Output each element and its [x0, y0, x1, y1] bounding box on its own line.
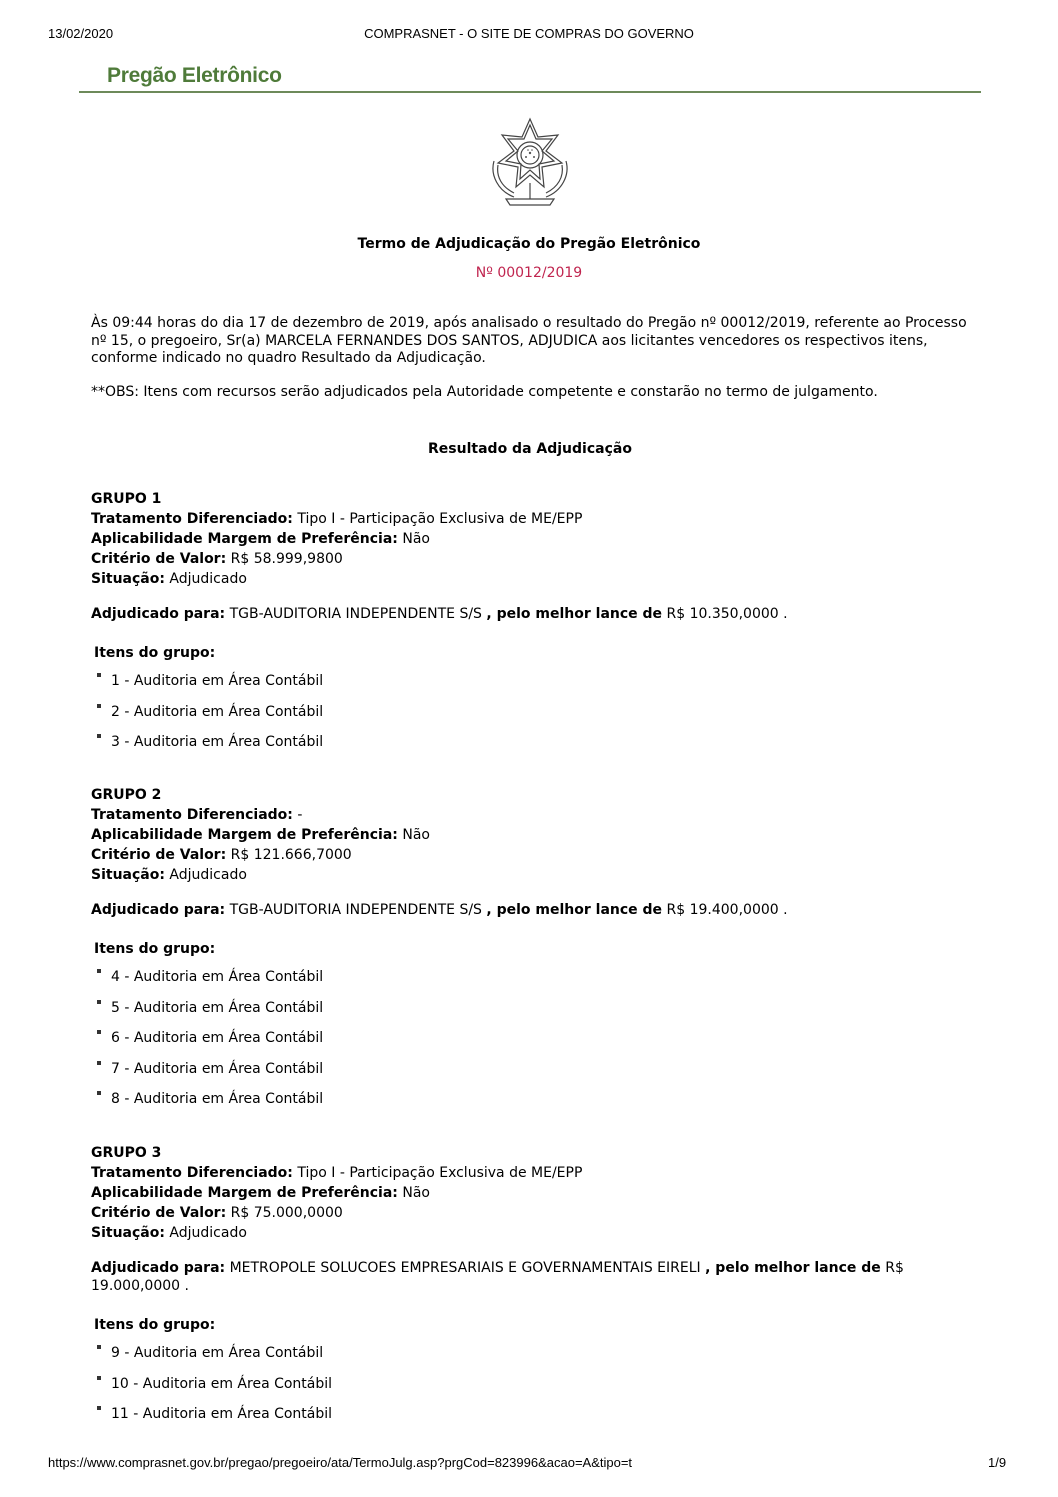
tratamento-value: Tipo I - Participação Exclusiva de ME/EPP — [297, 511, 583, 527]
bid-value: R$ 19.400,0000 . — [666, 902, 788, 918]
aplicabilidade-value: Não — [402, 827, 430, 843]
criterio-line: Critério de Valor: R$ 121.666,7000 — [91, 847, 352, 863]
aplicabilidade-value: Não — [402, 531, 430, 547]
items-list — [91, 671, 981, 763]
bullet-icon — [97, 1376, 101, 1380]
award-line: Adjudicado para: TGB-AUDITORIA INDEPENDENTE S/S , pelo melhor lance de R$ 10.350,0000 . — [91, 606, 788, 622]
criterio-line: Critério de Valor: R$ 75.000,0000 — [91, 1205, 343, 1221]
document-title: Termo de Adjudicação do Pregão Eletrônico — [357, 236, 701, 252]
list-item: 3 - Auditoria em Área Contábil — [91, 732, 981, 763]
print-date: 13/02/2020 — [48, 26, 114, 41]
aplicabilidade-line: Aplicabilidade Margem de Preferência: Não — [91, 827, 430, 843]
situacao-value: Adjudicado — [169, 571, 247, 587]
list-item: 9 - Auditoria em Área Contábil — [91, 1343, 981, 1374]
supplier-name: TGB-AUDITORIA INDEPENDENTE S/S — [229, 902, 482, 918]
items-title: Itens do grupo: — [94, 645, 216, 661]
situacao-line: Situação: Adjudicado — [91, 867, 247, 883]
situacao-value: Adjudicado — [169, 867, 247, 883]
list-item: 11 - Auditoria em Área Contábil — [91, 1404, 981, 1435]
items-list — [91, 1343, 981, 1435]
bullet-icon — [97, 969, 101, 973]
situacao-line: Situação: Adjudicado — [91, 571, 247, 587]
group-1 — [91, 489, 981, 763]
result-title: Resultado da Adjudicação — [428, 441, 632, 457]
group-3 — [91, 1143, 981, 1435]
bullet-icon — [97, 1406, 101, 1410]
bullet-icon — [97, 1345, 101, 1349]
bullet-icon — [97, 704, 101, 708]
list-item: 6 - Auditoria em Área Contábil — [91, 1028, 981, 1059]
list-item: 7 - Auditoria em Área Contábil — [91, 1059, 981, 1090]
document-number: Nº 00012/2019 — [475, 265, 583, 281]
bullet-icon — [97, 734, 101, 738]
items-title: Itens do grupo: — [94, 941, 216, 957]
list-item: 2 - Auditoria em Área Contábil — [91, 702, 981, 733]
bullet-icon — [97, 1091, 101, 1095]
tratamento-value: - — [297, 807, 303, 823]
tratamento-line: Tratamento Diferenciado: Tipo I - Participação Exclusiva de ME/EPP — [91, 511, 583, 527]
list-item: 1 - Auditoria em Área Contábil — [91, 671, 981, 702]
bullet-icon — [97, 1061, 101, 1065]
page-number: 1/9 — [988, 1455, 1007, 1470]
aplicabilidade-line: Aplicabilidade Margem de Preferência: Não — [91, 531, 430, 547]
items-title: Itens do grupo: — [94, 1317, 216, 1333]
situacao-value: Adjudicado — [169, 1225, 247, 1241]
intro-paragraph: Às 09:44 horas do dia 17 de dezembro de 2019, após analisado o resultado do Pregão nº 00012/2019, referente ao Processo nº 15, o pregoeiro, Sr(a) MARCELA FERNANDES DOS SANTOS, ADJUDICA aos licitantes vencedores os respectivos itens, conforme indicado no quadro Resultado da Adjudicação. — [91, 315, 967, 366]
tratamento-line: Tratamento Diferenciado: - — [91, 807, 303, 823]
bid-value: R$ 19.000,0000 . — [91, 1260, 904, 1294]
group-title: GRUPO 3 — [91, 1145, 162, 1161]
tratamento-line: Tratamento Diferenciado: Tipo I - Participação Exclusiva de ME/EPP — [91, 1165, 583, 1181]
bullet-icon — [97, 1000, 101, 1004]
supplier-name: METROPOLE SOLUCOES EMPRESARIAIS E GOVERNAMENTAIS EIRELI — [229, 1260, 701, 1276]
criterio-value: R$ 121.666,7000 — [230, 847, 352, 863]
list-item: 10 - Auditoria em Área Contábil — [91, 1374, 981, 1405]
bullet-icon — [97, 1030, 101, 1034]
tratamento-value: Tipo I - Participação Exclusiva de ME/EPP — [297, 1165, 583, 1181]
group-title: GRUPO 1 — [91, 491, 162, 507]
award-line: Adjudicado para: TGB-AUDITORIA INDEPENDENTE S/S , pelo melhor lance de R$ 19.400,0000 . — [91, 902, 788, 918]
group-title: GRUPO 2 — [91, 787, 162, 803]
print-site-title: COMPRASNET - O SITE DE COMPRAS DO GOVERNO — [364, 26, 694, 41]
list-item: 5 - Auditoria em Área Contábil — [91, 998, 981, 1029]
bid-value: R$ 10.350,0000 . — [666, 606, 788, 622]
situacao-line: Situação: Adjudicado — [91, 1225, 247, 1241]
award-line: Adjudicado para: METROPOLE SOLUCOES EMPRESARIAIS E GOVERNAMENTAIS EIRELI , pelo melhor lance de R$ 19.000,0000 . — [91, 1260, 904, 1294]
aplicabilidade-value: Não — [402, 1185, 430, 1201]
supplier-name: TGB-AUDITORIA INDEPENDENTE S/S — [229, 606, 482, 622]
page-heading: Pregão Eletrônico — [107, 64, 282, 87]
bullet-icon — [97, 673, 101, 677]
heading-divider — [79, 91, 981, 93]
criterio-value: R$ 58.999,9800 — [230, 551, 343, 567]
criterio-line: Critério de Valor: R$ 58.999,9800 — [91, 551, 343, 567]
list-item: 8 - Auditoria em Área Contábil — [91, 1089, 981, 1120]
print-header — [0, 26, 1058, 44]
items-list — [91, 967, 981, 1120]
criterio-value: R$ 75.000,0000 — [230, 1205, 343, 1221]
aplicabilidade-line: Aplicabilidade Margem de Preferência: Não — [91, 1185, 430, 1201]
list-item: 4 - Auditoria em Área Contábil — [91, 967, 981, 998]
obs-paragraph: **OBS: Itens com recursos serão adjudicados pela Autoridade competente e constarão no termo de julgamento. — [91, 384, 878, 400]
national-emblem-icon — [484, 113, 576, 209]
print-footer — [0, 1455, 1058, 1473]
print-url: https://www.comprasnet.gov.br/pregao/pregoeiro/ata/TermoJulg.asp?prgCod=823996&acao=A&tipo=t — [48, 1455, 633, 1470]
group-2 — [91, 785, 981, 1120]
